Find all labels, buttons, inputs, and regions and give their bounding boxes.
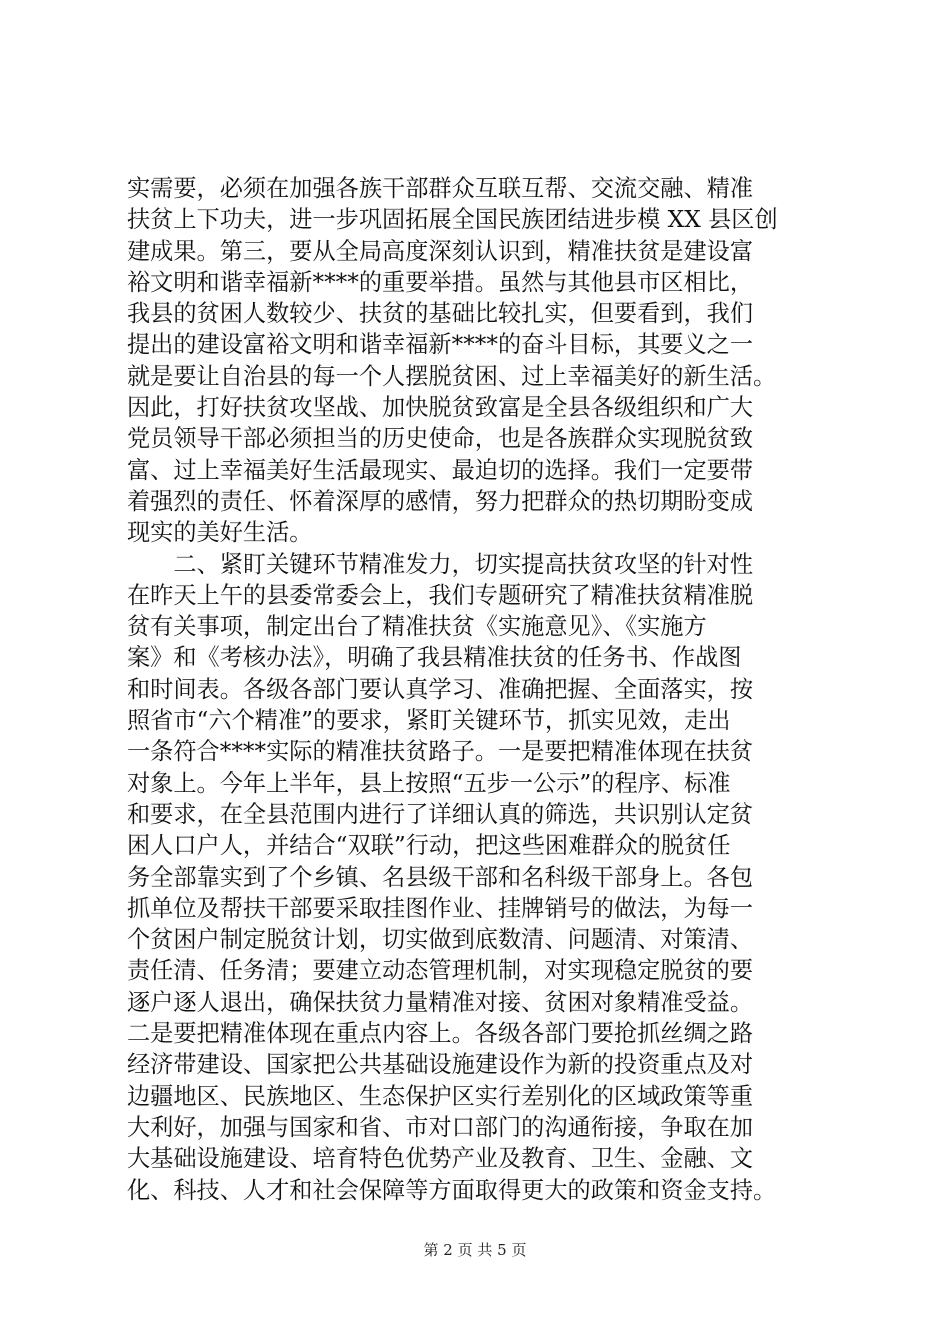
text-line: 富、过上幸福美好生活最现实、最迫切的选择。我们一定要带 — [127, 456, 754, 484]
text-line: 建成果。第三，要从全局高度深刻认识到，精准扶贫是建设富 — [127, 237, 754, 265]
text-line: 务全部靠实到了个乡镇、名县级干部和名科级干部身上。各包 — [127, 863, 754, 891]
text-line: 一条符合****实际的精准扶贫路子。一是要把精准体现在扶贫 — [127, 738, 754, 766]
text-line: 大利好，加强与国家和省、市对口部门的沟通衔接，争取在加 — [127, 1113, 754, 1141]
text-line: 扶贫上下功夫，进一步巩固拓展全国民族团结进步模 XX 县区创 — [127, 206, 778, 234]
text-line: 经济带建设、国家把公共基础设施建设作为新的投资重点及对 — [127, 1051, 754, 1079]
text-line: 对象上。今年上半年，县上按照“五步一公示”的程序、标准 — [127, 769, 731, 797]
text-line: 个贫困户制定脱贫计划，切实做到底数清、问题清、对策清、 — [127, 926, 754, 954]
text-line: 着强烈的责任、怀着深厚的感情，努力把群众的热切期盼变成 — [127, 487, 754, 515]
text-line: 抓单位及帮扶干部要采取挂图作业、挂牌销号的做法，为每一 — [127, 894, 754, 922]
text-line: 二、紧盯关键环节精准发力，切实提高扶贫攻坚的针对性 — [127, 550, 754, 578]
text-line: 照省市“六个精准”的要求，紧盯关键环节，抓实见效，走出 — [127, 707, 731, 735]
text-line: 化、科技、人才和社会保障等方面取得更大的政策和资金支持。 — [127, 1176, 777, 1204]
text-line: 大基础设施建设、培育特色优势产业及教育、卫生、金融、文 — [127, 1145, 754, 1173]
text-line: 因此，打好扶贫攻坚战、加快脱贫致富是全县各级组织和广大 — [127, 394, 754, 422]
text-line: 责任清、任务清；要建立动态管理机制，对实现稳定脱贫的要 — [127, 957, 754, 985]
page-footer: 第 2 页 共 5 页 — [423, 1241, 527, 1259]
text-line: 案》和《考核办法》，明确了我县精准扶贫的任务书、作战图 — [127, 644, 742, 672]
text-line: 二是要把精准体现在重点内容上。各级各部门要抢抓丝绸之路 — [127, 1020, 754, 1048]
text-line: 现实的美好生活。 — [127, 519, 313, 547]
text-line: 提出的建设富裕文明和谐幸福新****的奋斗目标，其要义之一 — [127, 331, 754, 359]
text-line: 困人口户人，并结合“双联”行动，把这些困难群众的脱贫任 — [127, 832, 731, 860]
text-line: 党员领导干部必须担当的历史使命，也是各族群众实现脱贫致 — [127, 425, 754, 453]
text-line: 和要求，在全县范围内进行了详细认真的筛选，共识别认定贫 — [127, 800, 754, 828]
text-line: 边疆地区、民族地区、生态保护区实行差别化的区域政策等重 — [127, 1082, 754, 1110]
text-line: 就是要让自治县的每一个人摆脱贫困、过上幸福美好的新生活。 — [127, 362, 777, 390]
text-line: 实需要，必须在加强各族干部群众互联互帮、交流交融、精准 — [127, 175, 754, 202]
text-line: 贫有关事项，制定出台了精准扶贫《实施意见》、《实施方 — [127, 613, 707, 641]
text-line: 在昨天上午的县委常委会上，我们专题研究了精准扶贫精准脱 — [127, 581, 754, 609]
text-line: 裕文明和谐幸福新****的重要举措。虽然与其他县市区相比， — [127, 268, 754, 296]
text-line: 和时间表。各级各部门要认真学习、准确把握、全面落实，按 — [127, 675, 754, 703]
text-line: 我县的贫困人数较少、扶贫的基础比较扎实，但要看到，我们 — [127, 300, 754, 328]
text-line: 逐户逐人退出，确保扶贫力量精准对接、贫困对象精准受益。 — [127, 988, 754, 1016]
document-body — [127, 173, 837, 1206]
